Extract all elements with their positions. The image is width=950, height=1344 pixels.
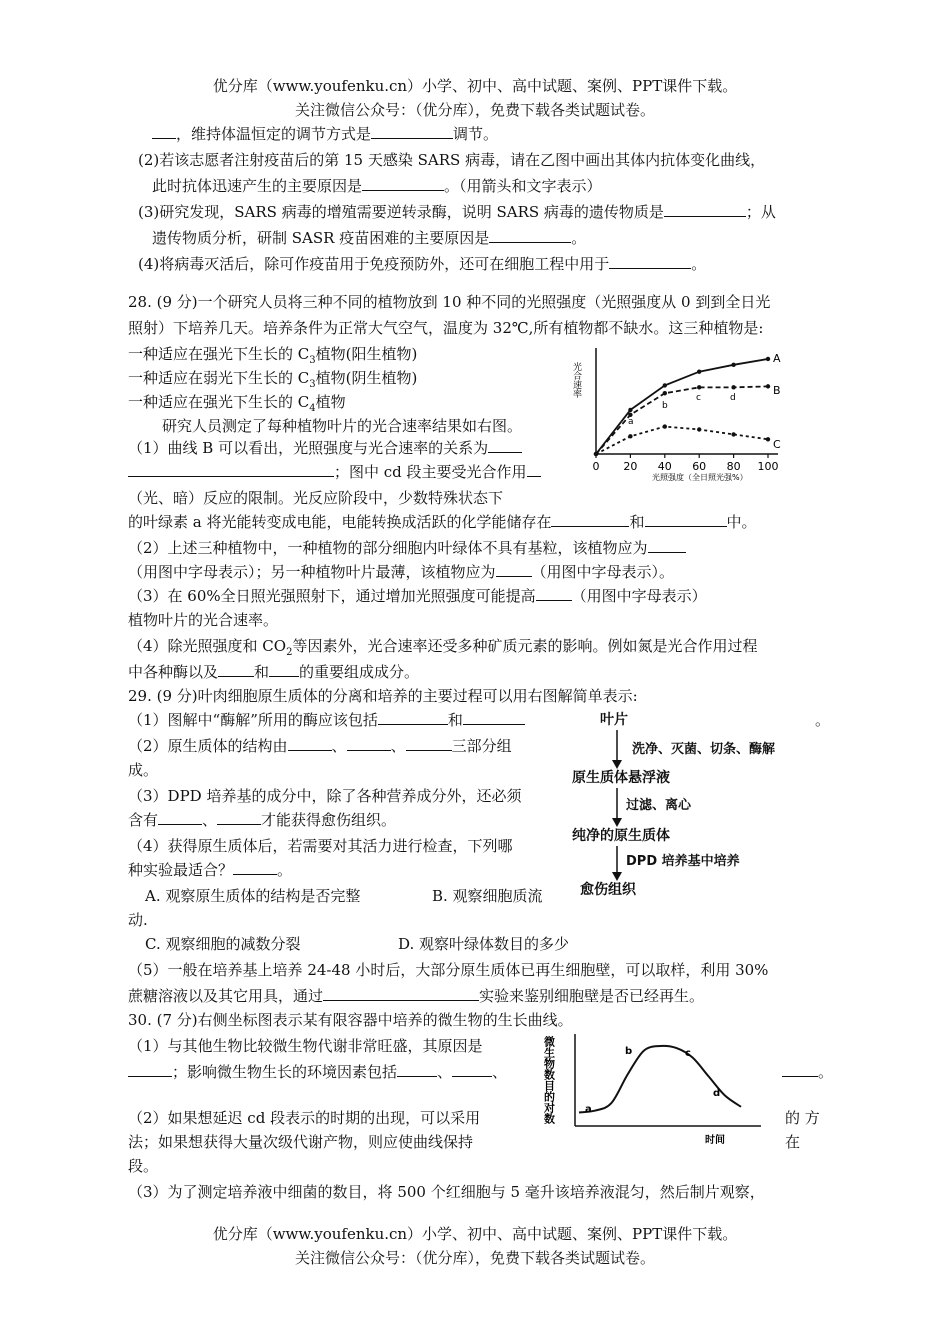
chart28-x-tick-label: 80 <box>726 460 741 473</box>
chart30-ylabel: 微生物数目的对数 <box>542 1036 556 1124</box>
curve-label-a: A <box>773 352 781 365</box>
q29-s1: （1）图解中“酶解”所用的酶应该包括 和 <box>128 710 525 730</box>
point-label-b: b <box>662 401 668 411</box>
q28-plant-3: 一种适应在强光下生长的 $C_4$植物 <box>128 393 346 414</box>
q29-s1-end: 。 <box>815 711 831 729</box>
q30-s2-line-3: 段。 <box>128 1157 159 1175</box>
q27-line-4: (3)研究发现，SARS 病毒的增殖需要逆转录酶，说明 SARS 病毒的遗传物质是 ；从 <box>138 203 776 221</box>
header-line-1: 优分库（www.youfenku.cn）小学、初中、高中试题、案例、PPT课件下载。 <box>212 77 738 95</box>
series-point-b <box>731 385 735 389</box>
q27-line-6: (4)将病毒灭活后，除可作疫苗用于免疫预防外，还可在细胞工程中用于 。 <box>138 255 707 273</box>
q29-s2-line-1: （2）原生质体的结构由 、 、 三部分组 <box>128 737 512 755</box>
flow-node-callus: 愈伤组织 <box>580 882 636 898</box>
flow-node-leaf: 叶片 <box>600 712 628 728</box>
q28-s2-line-2: （用图中字母表示）；另一种植物叶片最薄，该植物应为 （用图中字母表示）。 <box>128 563 675 581</box>
flow-node-suspension: 原生质体悬浮液 <box>572 770 670 786</box>
chart28-x-tick-label: 20 <box>623 460 638 473</box>
point-label-c: c <box>696 393 701 403</box>
q29-s4-line-2: 种实验最适合？ 。 <box>128 861 293 879</box>
series-point-a <box>766 357 770 361</box>
header-line-2: 关注微信公众号：（优分库），免费下载各类试题试卷。 <box>294 101 655 119</box>
protoplast-flow-diagram <box>570 706 810 906</box>
growth-label-a: a <box>585 1104 592 1115</box>
flow-step-1: 洗净、灭菌、切条、酶解 <box>632 742 776 757</box>
q28-s1-line-3: （光、暗）反应的限制。光反应阶段中，少数特殊状态下 <box>128 489 504 507</box>
series-point-c <box>628 434 632 438</box>
q28-intro-1: 28. (9 分)一个研究人员将三种不同的植物放到 10 种不同的光照强度（光照强度从 0 到到全日光 <box>128 293 771 311</box>
q30-s3: （3）为了测定培养液中细菌的数目，将 500 个红细胞与 5 毫升该培养液混匀，然后制片观察， <box>128 1183 765 1201</box>
flow-step-3: DPD 培养基中培养 <box>626 854 740 869</box>
q30-s2-end-1: 的 方 <box>785 1109 820 1127</box>
series-point-a <box>663 383 667 387</box>
series-point-a <box>697 369 701 373</box>
series-line-a <box>596 359 768 454</box>
q28-s4-line-2: 中各种酶以及 和 的重要组成成分。 <box>128 663 420 681</box>
curve-label-c: C <box>773 438 781 451</box>
footer-line-1: 优分库（www.youfenku.cn）小学、初中、高中试题、案例、PPT课件下载。 <box>212 1225 738 1243</box>
growth-label-c: c <box>685 1048 691 1059</box>
q29-s5-line-2: 蔗糖溶液以及其它用具，通过 实验来鉴别细胞壁是否已经再生。 <box>128 987 705 1005</box>
series-point-c <box>697 427 701 431</box>
q28-s1-line-4: 的叶绿素 a 将光能转变成电能，电能转换成活跃的化学能储存在 和 中。 <box>128 513 757 531</box>
series-point-a <box>731 363 735 367</box>
q30-s1-end: 。 <box>782 1062 833 1082</box>
q30-s2-line-1: （2）如果想延迟 cd 段表示的时期的出现，可以采用 <box>128 1109 481 1127</box>
series-point-a <box>628 408 632 412</box>
q29-option-b-cont: 动. <box>128 911 148 929</box>
q28-s3-line-2: 植物叶片的光合速率。 <box>128 611 279 629</box>
flow-node-pure: 纯净的原生质体 <box>572 828 670 844</box>
q29-s3-line-1: （3）DPD 培养基的成分中，除了各种营养成分外，还必须 <box>128 787 522 805</box>
q29-s4-line-1: （4）获得原生质体后，若需要对其活力进行检查，下列哪 <box>128 837 513 855</box>
flow-arrow-2 <box>610 788 624 828</box>
flow-step-2: 过滤、离心 <box>626 798 692 813</box>
q28-intro-2: 照射）下培养几天。培养条件为正常大气空气，温度为 32℃,所有植物都不缺水。这三种植物是: <box>128 319 764 337</box>
q29-option-b: B. 观察细胞质流 <box>432 887 543 905</box>
growth-curve-line <box>579 1046 741 1113</box>
q30-s2-line-2: 法；如果想获得大量次级代谢产物，则应使曲线保持 <box>128 1133 474 1151</box>
q27-line-3: 此时抗体迅速产生的主要原因是 。（用箭头和文字表示） <box>152 177 602 195</box>
point-label-d: d <box>730 393 736 403</box>
point-label-a: a <box>628 417 634 427</box>
q29-s5-line-1: （5）一般在培养基上培养 24-48 小时后，大部分原生质体已再生细胞壁，可以取样，利用 30% <box>128 961 769 979</box>
q28-s4-line-1: （4）除光照强度和 $CO_2$等因素外，光合速率还受多种矿质元素的影响。例如氮是光合作用过程 <box>128 637 758 658</box>
q28-s1-line-2: ；图中 cd 段主要受光合作用 <box>128 462 541 482</box>
q27-line-2: (2)若该志愿者注射疫苗后的第 15 天感染 SARS 病毒，请在乙图中画出其体内抗体变化曲线， <box>138 151 766 169</box>
chart28-x-tick-label: 0 <box>592 460 600 473</box>
series-point-c <box>731 432 735 436</box>
series-point-b <box>663 391 667 395</box>
q28-s1-line-1: （1）曲线 B 可以看出，光照强度与光合速率的关系为 <box>128 438 522 458</box>
chart28-x-tick-label: 100 <box>757 460 779 473</box>
chart28-ylabel-1: 光合速率 <box>571 362 581 398</box>
q29-option-c: C. 观察细胞的减数分裂 <box>145 935 301 953</box>
q28-plant-1: 一种适应在强光下生长的 $C_3$植物(阳生植物) <box>128 345 418 366</box>
growth-curve-chart <box>542 1030 775 1150</box>
q29-option-d: D. 观察叶绿体数目的多少 <box>398 935 570 953</box>
q29-s2-line-2: 成。 <box>128 761 159 779</box>
q27-line-5: 遗传物质分析，研制 SASR 疫苗困难的主要原因是 。 <box>152 229 587 247</box>
q29-option-a: A. 观察原生质体的结构是否完整 <box>145 887 361 905</box>
q28-plant-2: 一种适应在弱光下生长的 $C_3$植物(阴生植物) <box>128 369 418 390</box>
series-line-c <box>596 427 768 454</box>
photosynthesis-chart <box>560 342 820 492</box>
chart28-xlabel: 光照强度（全日照光强%） <box>652 473 748 482</box>
q28-s3-line-1: （3）在 60%全日照光强照射下，通过增加光照强度可能提高 （用图中字母表示） <box>128 587 707 605</box>
chart28-x-tick-label: 60 <box>692 460 707 473</box>
q29-intro: 29. (9 分)叶肉细胞原生质体的分离和培养的主要过程可以用右图解简单表示: <box>128 687 638 705</box>
q27-line-1: ，维持体温恒定的调节方式是 调节。 <box>152 124 498 144</box>
q30-s1-line-2: ；影响微生物生长的环境因素包括 、 、 <box>128 1062 507 1082</box>
curve-label-b: B <box>773 384 781 397</box>
chart28-x-tick-label: 40 <box>657 460 672 473</box>
chart30-xlabel: 时间 <box>705 1135 725 1146</box>
series-point-c <box>663 424 667 428</box>
growth-label-b: b <box>625 1046 633 1057</box>
series-point-c <box>594 452 598 456</box>
q28-s2-line-1: （2）上述三种植物中，一种植物的部分细胞内叶绿体不具有基粒，该植物应为 <box>128 538 686 558</box>
flow-arrow-3 <box>610 846 624 882</box>
flow-arrow-1 <box>610 730 624 770</box>
q29-s3-line-2: 含有 、 才能获得愈伤组织。 <box>128 811 397 829</box>
footer-line-2: 关注微信公众号：（优分库），免费下载各类试题试卷。 <box>294 1249 655 1267</box>
growth-label-d: d <box>713 1088 721 1099</box>
q30-s2-end-2: 在 <box>785 1133 801 1151</box>
q30-s1-line-1: （1）与其他生物比较微生物代谢非常旺盛，其原因是 <box>128 1037 483 1055</box>
series-point-b <box>697 385 701 389</box>
series-point-c <box>766 437 770 441</box>
series-point-b <box>766 384 770 388</box>
q28-note: 研究人员测定了每种植物叶片的光合速率结果如右图。 <box>162 417 523 435</box>
q30-intro: 30. (7 分)右侧坐标图表示某有限容器中培养的微生物的生长曲线。 <box>128 1011 573 1029</box>
